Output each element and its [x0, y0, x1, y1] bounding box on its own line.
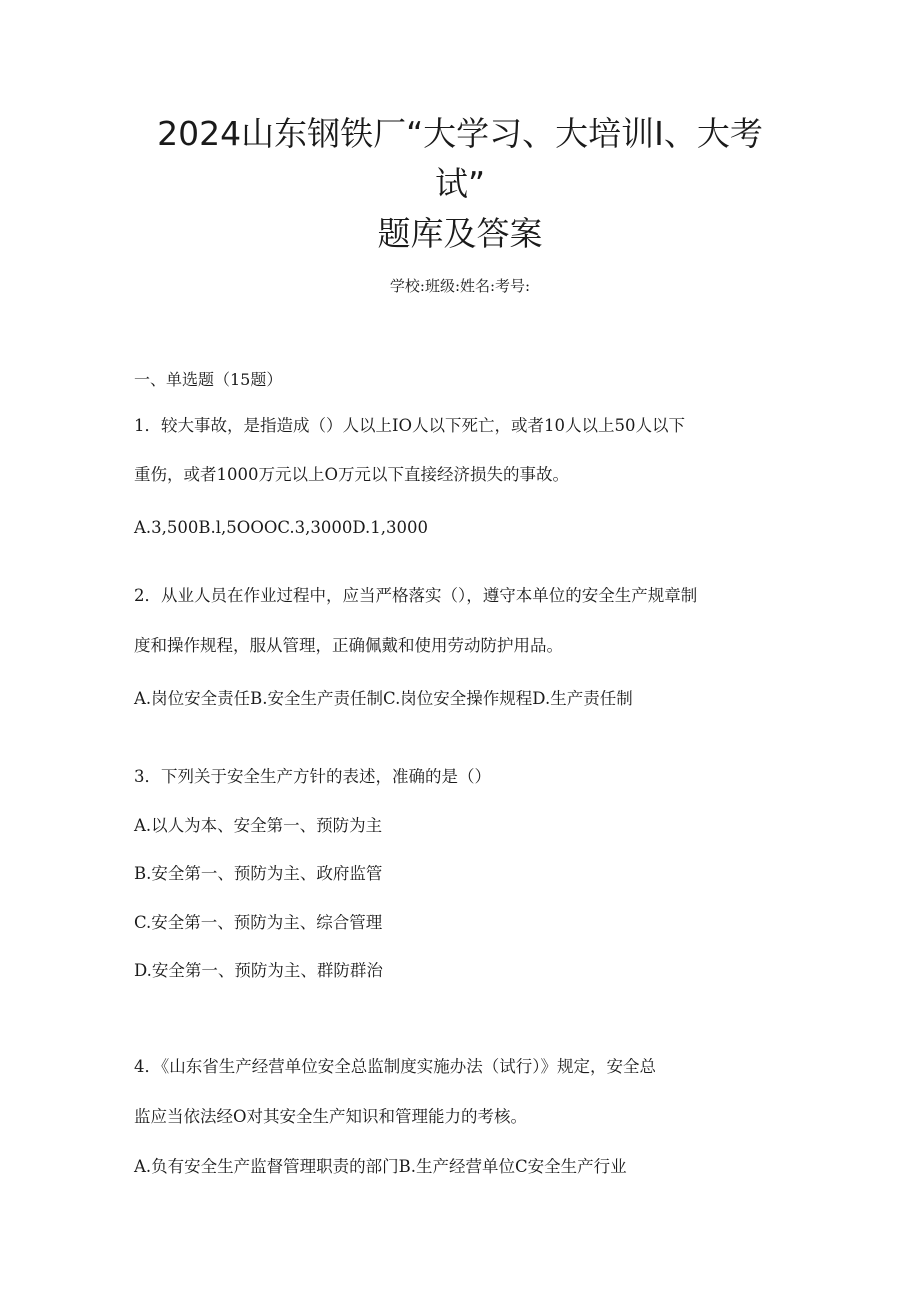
- question-3-option-b: B.安全第一、预防为主、政府监管: [134, 864, 383, 883]
- question-4-line-2: 监应当依法经O对其安全生产知识和管理能力的考核。: [134, 1107, 528, 1126]
- question-2-options: A.岗位安全责任B.安全生产责任制C.岗位安全操作规程D.生产责任制: [134, 689, 633, 708]
- question-4-options: A.负有安全生产监督管理职责的部门B.生产经营单位C安全生产行业: [134, 1157, 627, 1176]
- question-3-option-d: D.安全第一、预防为主、群防群治: [134, 961, 383, 980]
- question-3-line-1: 3．下列关于安全生产方针的表述，准确的是（）: [134, 767, 491, 786]
- question-2-line-2: 度和操作规程，服从管理，正确佩戴和使用劳动防护用品。: [134, 636, 563, 655]
- section-heading: 一、单选题（15题）: [134, 370, 283, 389]
- question-1-line-2: 重伤，或者1000万元以上O万元以下直接经济损失的事故。: [134, 465, 570, 484]
- question-4-line-1: 4．《山东省生产经营单位安全总监制度实施办法（试行）》规定，安全总: [134, 1057, 656, 1076]
- question-2-line-1: 2．从业人员在作业过程中，应当严格落实（），遵守本单位的安全生产规章制: [134, 586, 698, 605]
- document-title-line-2: 试”: [434, 164, 486, 203]
- question-3-option-c: C.安全第一、预防为主、综合管理: [134, 913, 383, 932]
- student-info-line: [0, 275, 920, 297]
- question-1-options: A.3,500B.l,5OOOC.3,3000D.1,3000: [134, 518, 429, 537]
- document-title-line-1: 2024山东钢铁厂“大学习、大培训I、大考: [157, 114, 763, 153]
- student-info-text: 学校:班级:姓名:考号:: [389, 277, 531, 295]
- question-3-option-a: A.以人为本、安全第一、预防为主: [134, 816, 383, 835]
- question-1-line-1: 1．较大事故，是指造成（）人以上IO人以下死亡，或者10人以上50人以下: [134, 416, 686, 435]
- document-title-line-3: 题库及答案: [377, 214, 543, 253]
